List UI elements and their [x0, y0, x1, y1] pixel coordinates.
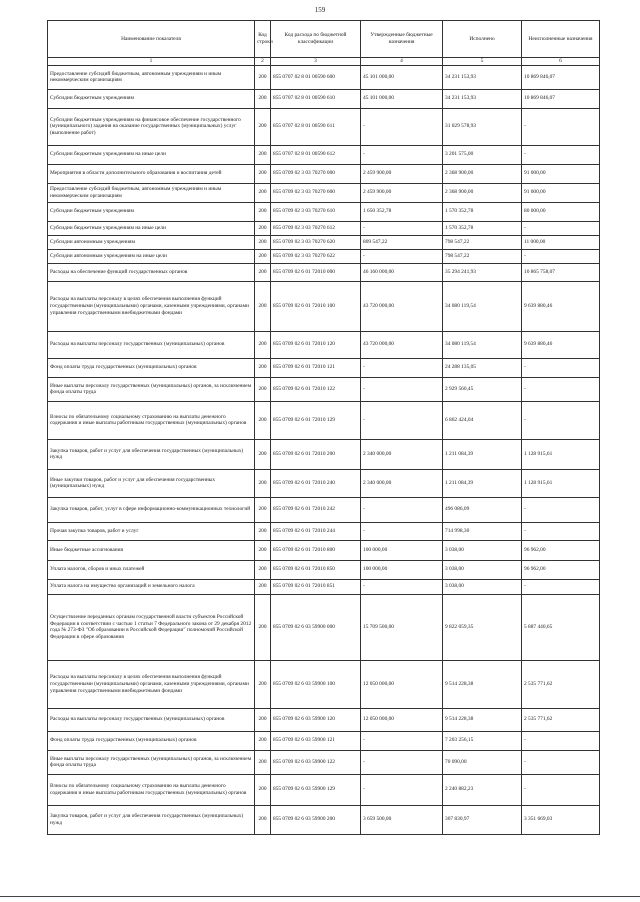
row-approved: - — [361, 221, 443, 235]
row-name: Взносы по обязательному социальному страхованию на выплаты денежного содержания и иные выплаты работникам государственных (муниципальных) органов — [48, 401, 255, 439]
header-kbk: Код расхода по бюджетной классификации — [271, 21, 361, 58]
row-name: Уплата налога на имущество организаций и земельного налога — [48, 579, 255, 594]
row-executed: 798 547,22 — [443, 235, 522, 249]
row-name: Закупка товаров, работ и услуг для обеспечения государственных (муниципальных) нужд — [48, 439, 255, 469]
row-line-code: 200 — [255, 469, 271, 497]
table-row — [48, 750, 600, 774]
column-number: 2 — [255, 58, 271, 66]
row-unexecuted: 10 865 758,07 — [522, 263, 600, 281]
row-line-code: 200 — [255, 522, 271, 540]
row-unexecuted: - — [522, 358, 600, 377]
row-unexecuted: - — [522, 579, 600, 594]
row-executed: 34 231 153,93 — [443, 89, 522, 108]
table-row — [48, 439, 600, 469]
row-line-code: 200 — [255, 377, 271, 401]
row-unexecuted: 11 000,00 — [522, 235, 600, 249]
row-executed: 9 514 228,38 — [443, 660, 522, 708]
table-row — [48, 560, 600, 579]
row-approved: 2 459 900,00 — [361, 164, 443, 183]
column-number: 4 — [361, 58, 443, 66]
row-name: Иные закупки товаров, работ и услуг для обеспечения государственных (муниципальных) нужд — [48, 469, 255, 497]
row-name: Иные выплаты персоналу государственных (муниципальных) органов, за исключением фонда оплаты труда — [48, 750, 255, 774]
row-unexecuted: - — [522, 774, 600, 805]
table-row — [48, 65, 600, 89]
row-kbk: 855 0707 02 8 01 00590 612 — [271, 145, 361, 164]
row-kbk: 855 0709 02 6 01 72010 122 — [271, 377, 361, 401]
row-unexecuted: - — [522, 377, 600, 401]
row-name: Субсидии бюджетным учреждениям — [48, 202, 255, 221]
row-kbk: 855 0709 02 6 01 72010 242 — [271, 497, 361, 522]
row-approved: - — [361, 522, 443, 540]
row-name: Осуществление переданных органам государственной власти субъектов Российской Федерации в соответствии с частью 1 статьи 7 Федерального закона от 29 декабря 2012 года № 273-ФЗ "Об образовании в Российской Федерации" полномочий Российской Федерации в сфере образования — [48, 594, 255, 660]
row-name: Прочая закупка товаров, работ и услуг — [48, 522, 255, 540]
row-line-code: 200 — [255, 108, 271, 145]
row-unexecuted: - — [522, 145, 600, 164]
row-line-code: 200 — [255, 235, 271, 249]
row-executed: 1 211 084,39 — [443, 439, 522, 469]
row-executed: 1 570 352,78 — [443, 221, 522, 235]
row-line-code: 200 — [255, 708, 271, 731]
column-number: 6 — [522, 58, 600, 66]
row-executed: 2 929 560,45 — [443, 377, 522, 401]
table-row — [48, 202, 600, 221]
row-approved: 2 459 900,00 — [361, 183, 443, 202]
table-row — [48, 89, 600, 108]
row-name: Субсидии автономным учреждениям — [48, 235, 255, 249]
row-executed: 7 203 256,15 — [443, 731, 522, 750]
row-unexecuted: 2 535 771,62 — [522, 708, 600, 731]
row-unexecuted: 96 962,00 — [522, 540, 600, 560]
row-approved: 46 160 000,00 — [361, 263, 443, 281]
header-executed: Исполнено — [443, 21, 522, 58]
row-kbk: 855 0709 02 3 03 70270 000 — [271, 164, 361, 183]
table-row — [48, 805, 600, 834]
row-kbk: 855 0707 02 8 01 00590 600 — [271, 65, 361, 89]
table-row — [48, 249, 600, 263]
row-executed: 2 240 882,23 — [443, 774, 522, 805]
row-approved: 45 101 000,00 — [361, 65, 443, 89]
row-approved: - — [361, 750, 443, 774]
row-unexecuted: 1 128 915,61 — [522, 469, 600, 497]
row-unexecuted: 10 869 846,07 — [522, 89, 600, 108]
row-unexecuted: - — [522, 750, 600, 774]
row-unexecuted: - — [522, 221, 600, 235]
column-number-row — [48, 58, 600, 66]
table-row — [48, 497, 600, 522]
row-executed: 34 231 153,93 — [443, 65, 522, 89]
row-approved: - — [361, 145, 443, 164]
table-row — [48, 235, 600, 249]
row-kbk: 855 0709 02 3 03 70270 610 — [271, 202, 361, 221]
row-executed: 496 086,09 — [443, 497, 522, 522]
row-executed: 34 080 119,54 — [443, 281, 522, 331]
header-approved: Утвержденные бюджетные назначения — [361, 21, 443, 58]
row-executed: 1 211 084,39 — [443, 469, 522, 497]
table-row — [48, 731, 600, 750]
row-executed: 3 038,00 — [443, 560, 522, 579]
row-line-code: 200 — [255, 164, 271, 183]
row-kbk: 855 0709 02 6 01 72010 800 — [271, 540, 361, 560]
row-approved: 12 050 000,00 — [361, 660, 443, 708]
row-name: Фонд оплаты труда государственных (муниципальных) органов — [48, 358, 255, 377]
table-row — [48, 331, 600, 358]
row-name: Предоставление субсидий бюджетным, автономным учреждениям и иным некоммерческим организациям — [48, 183, 255, 202]
row-approved: 43 720 000,00 — [361, 281, 443, 331]
budget-execution-table — [47, 20, 600, 835]
row-executed: 3 038,00 — [443, 540, 522, 560]
table-row — [48, 540, 600, 560]
row-approved: 15 709 500,00 — [361, 594, 443, 660]
row-unexecuted: 1 128 915,61 — [522, 439, 600, 469]
row-line-code: 200 — [255, 774, 271, 805]
row-kbk: 855 0709 02 6 01 72010 100 — [271, 281, 361, 331]
page-number: 159 — [314, 6, 326, 14]
row-approved: - — [361, 731, 443, 750]
row-approved: 100 000,00 — [361, 540, 443, 560]
row-unexecuted: 91 000,00 — [522, 183, 600, 202]
column-number: 3 — [271, 58, 361, 66]
row-line-code: 200 — [255, 263, 271, 281]
row-kbk: 855 0707 02 8 01 00590 611 — [271, 108, 361, 145]
table-row — [48, 579, 600, 594]
row-line-code: 200 — [255, 89, 271, 108]
row-approved: 1 650 352,78 — [361, 202, 443, 221]
row-kbk: 855 0709 02 3 03 70270 622 — [271, 249, 361, 263]
row-approved: 45 101 000,00 — [361, 89, 443, 108]
row-line-code: 200 — [255, 560, 271, 579]
row-name: Субсидии бюджетным учреждениям — [48, 89, 255, 108]
row-unexecuted: 2 535 771,62 — [522, 660, 600, 708]
table-row — [48, 164, 600, 183]
row-name: Уплата налогов, сборов и иных платежей — [48, 560, 255, 579]
header-row — [48, 21, 600, 58]
row-kbk: 855 0709 02 6 01 72010 851 — [271, 579, 361, 594]
column-number: 1 — [48, 58, 255, 66]
row-executed: 798 547,22 — [443, 249, 522, 263]
row-executed: 2 368 900,00 — [443, 164, 522, 183]
row-name: Субсидии бюджетным учреждениям на иные цели — [48, 221, 255, 235]
row-line-code: 200 — [255, 183, 271, 202]
row-executed: 35 294 241,93 — [443, 263, 522, 281]
row-approved: 2 340 000,00 — [361, 439, 443, 469]
row-executed: 6 862 424,04 — [443, 401, 522, 439]
row-unexecuted: - — [522, 731, 600, 750]
row-name: Расходы на обеспечение функций государственных органов — [48, 263, 255, 281]
row-unexecuted: 9 639 880,46 — [522, 281, 600, 331]
row-approved: 100 000,00 — [361, 560, 443, 579]
row-name: Мероприятия в области дополнительного образования и воспитания детей — [48, 164, 255, 183]
row-line-code: 200 — [255, 660, 271, 708]
row-kbk: 855 0709 02 3 03 70270 620 — [271, 235, 361, 249]
row-line-code: 200 — [255, 579, 271, 594]
table-row — [48, 358, 600, 377]
table-row — [48, 708, 600, 731]
table-row — [48, 401, 600, 439]
row-line-code: 200 — [255, 221, 271, 235]
row-name: Субсидии бюджетным учреждениям на финансовое обеспечение государственного (муниципального) задания на оказание государственных (муниципальных) услуг (выполнение работ) — [48, 108, 255, 145]
row-kbk: 855 0709 02 3 03 70270 600 — [271, 183, 361, 202]
table-row — [48, 377, 600, 401]
row-kbk: 855 0709 02 6 03 59900 120 — [271, 708, 361, 731]
row-line-code: 200 — [255, 805, 271, 834]
row-name: Субсидии бюджетным учреждениям на иные цели — [48, 145, 255, 164]
table-body — [48, 65, 600, 834]
row-kbk: 855 0709 02 6 03 59900 000 — [271, 594, 361, 660]
row-approved: - — [361, 774, 443, 805]
table-row — [48, 774, 600, 805]
row-name: Предоставление субсидий бюджетным, автономным учреждениям и иным некоммерческим организациям — [48, 65, 255, 89]
row-kbk: 855 0709 02 6 03 59900 122 — [271, 750, 361, 774]
row-unexecuted: 9 639 880,46 — [522, 331, 600, 358]
row-name: Расходы на выплаты персоналу в целях обеспечения выполнения функций государственными (муниципальными) органами, казенными учреждениями, органами управления государственными внебюджетными фондами — [48, 281, 255, 331]
row-name: Фонд оплаты труда государственных (муниципальных) органов — [48, 731, 255, 750]
row-executed: 714 998,30 — [443, 522, 522, 540]
row-kbk: 855 0709 02 6 01 72010 121 — [271, 358, 361, 377]
row-kbk: 855 0709 02 6 01 72010 129 — [271, 401, 361, 439]
table-row — [48, 522, 600, 540]
header-name: Наименование показателя — [48, 21, 255, 58]
row-line-code: 200 — [255, 358, 271, 377]
row-executed: 307 830,97 — [443, 805, 522, 834]
row-unexecuted: 5 887 440,65 — [522, 594, 600, 660]
row-approved: - — [361, 579, 443, 594]
row-unexecuted: 3 351 669,03 — [522, 805, 600, 834]
row-kbk: 855 0709 02 6 01 72010 244 — [271, 522, 361, 540]
row-line-code: 200 — [255, 331, 271, 358]
row-line-code: 200 — [255, 401, 271, 439]
row-executed: 34 080 119,54 — [443, 331, 522, 358]
row-kbk: 855 0709 02 6 03 59900 200 — [271, 805, 361, 834]
row-kbk: 855 0707 02 8 01 00590 610 — [271, 89, 361, 108]
row-line-code: 200 — [255, 439, 271, 469]
row-line-code: 200 — [255, 750, 271, 774]
row-unexecuted: 96 962,00 — [522, 560, 600, 579]
row-approved: 43 720 000,00 — [361, 331, 443, 358]
row-unexecuted: - — [522, 249, 600, 263]
row-name: Закупка товаров, работ и услуг для обеспечения государственных (муниципальных) нужд — [48, 805, 255, 834]
row-line-code: 200 — [255, 594, 271, 660]
table-row — [48, 221, 600, 235]
row-kbk: 855 0709 02 3 03 70270 612 — [271, 221, 361, 235]
row-unexecuted: 91 000,00 — [522, 164, 600, 183]
page-bottom-rule — [0, 896, 640, 897]
row-kbk: 855 0709 02 6 01 72010 120 — [271, 331, 361, 358]
row-kbk: 855 0709 02 6 01 72010 200 — [271, 439, 361, 469]
row-line-code: 200 — [255, 65, 271, 89]
row-approved: 2 340 000,00 — [361, 469, 443, 497]
row-approved: - — [361, 401, 443, 439]
row-executed: 2 368 900,00 — [443, 183, 522, 202]
row-name: Иные выплаты персоналу государственных (муниципальных) органов, за исключением фонда оплаты труда — [48, 377, 255, 401]
row-executed: 70 090,00 — [443, 750, 522, 774]
row-executed: 31 029 578,93 — [443, 108, 522, 145]
row-name: Расходы на выплаты персоналу государственных (муниципальных) органов — [48, 708, 255, 731]
row-kbk: 855 0709 02 6 03 59900 100 — [271, 660, 361, 708]
table-row — [48, 281, 600, 331]
row-line-code: 200 — [255, 281, 271, 331]
row-name: Субсидии автономным учреждениям на иные цели — [48, 249, 255, 263]
row-name: Расходы на выплаты персоналу государственных (муниципальных) органов — [48, 331, 255, 358]
row-approved: - — [361, 377, 443, 401]
row-executed: 3 038,00 — [443, 579, 522, 594]
row-approved: 12 050 000,00 — [361, 708, 443, 731]
row-unexecuted: - — [522, 401, 600, 439]
row-kbk: 855 0709 02 6 03 59900 129 — [271, 774, 361, 805]
table-row — [48, 145, 600, 164]
row-line-code: 200 — [255, 497, 271, 522]
table-row — [48, 594, 600, 660]
row-name: Закупка товаров, работ, услуг в сфере информационно-коммуникационных технологий — [48, 497, 255, 522]
row-unexecuted: - — [522, 497, 600, 522]
row-unexecuted: 10 869 846,07 — [522, 65, 600, 89]
table-row — [48, 183, 600, 202]
table-row — [48, 469, 600, 497]
row-kbk: 855 0709 02 6 03 59900 121 — [271, 731, 361, 750]
row-approved: - — [361, 358, 443, 377]
row-line-code: 200 — [255, 731, 271, 750]
row-line-code: 200 — [255, 145, 271, 164]
header-line-code: Код строки — [255, 21, 271, 58]
row-executed: 24 288 135,05 — [443, 358, 522, 377]
row-approved: - — [361, 108, 443, 145]
table-row — [48, 108, 600, 145]
row-executed: 9 514 228,38 — [443, 708, 522, 731]
table-row — [48, 660, 600, 708]
row-kbk: 855 0709 02 6 01 72010 240 — [271, 469, 361, 497]
row-approved: - — [361, 497, 443, 522]
header-unexecuted: Неисполненные назначения — [522, 21, 600, 58]
row-executed: 3 201 575,00 — [443, 145, 522, 164]
table-row — [48, 263, 600, 281]
row-approved: 3 659 500,00 — [361, 805, 443, 834]
row-line-code: 200 — [255, 249, 271, 263]
row-unexecuted: 80 000,00 — [522, 202, 600, 221]
row-name: Взносы по обязательному социальному страхованию на выплаты денежного содержания и иные выплаты работникам государственных (муниципальных) органов — [48, 774, 255, 805]
row-executed: 9 822 059,35 — [443, 594, 522, 660]
column-number: 5 — [443, 58, 522, 66]
row-kbk: 855 0709 02 6 01 72010 000 — [271, 263, 361, 281]
row-unexecuted: - — [522, 108, 600, 145]
row-line-code: 200 — [255, 540, 271, 560]
row-unexecuted: - — [522, 522, 600, 540]
row-name: Иные бюджетные ассигнования — [48, 540, 255, 560]
row-line-code: 200 — [255, 202, 271, 221]
row-executed: 1 570 352,78 — [443, 202, 522, 221]
row-name: Расходы на выплаты персоналу в целях обеспечения выполнения функций государственными (муниципальными) органами, казенными учреждениями, органами управления государственными внебюджетными фондами — [48, 660, 255, 708]
row-kbk: 855 0709 02 6 01 72010 850 — [271, 560, 361, 579]
row-approved: - — [361, 249, 443, 263]
row-approved: 809 547,22 — [361, 235, 443, 249]
